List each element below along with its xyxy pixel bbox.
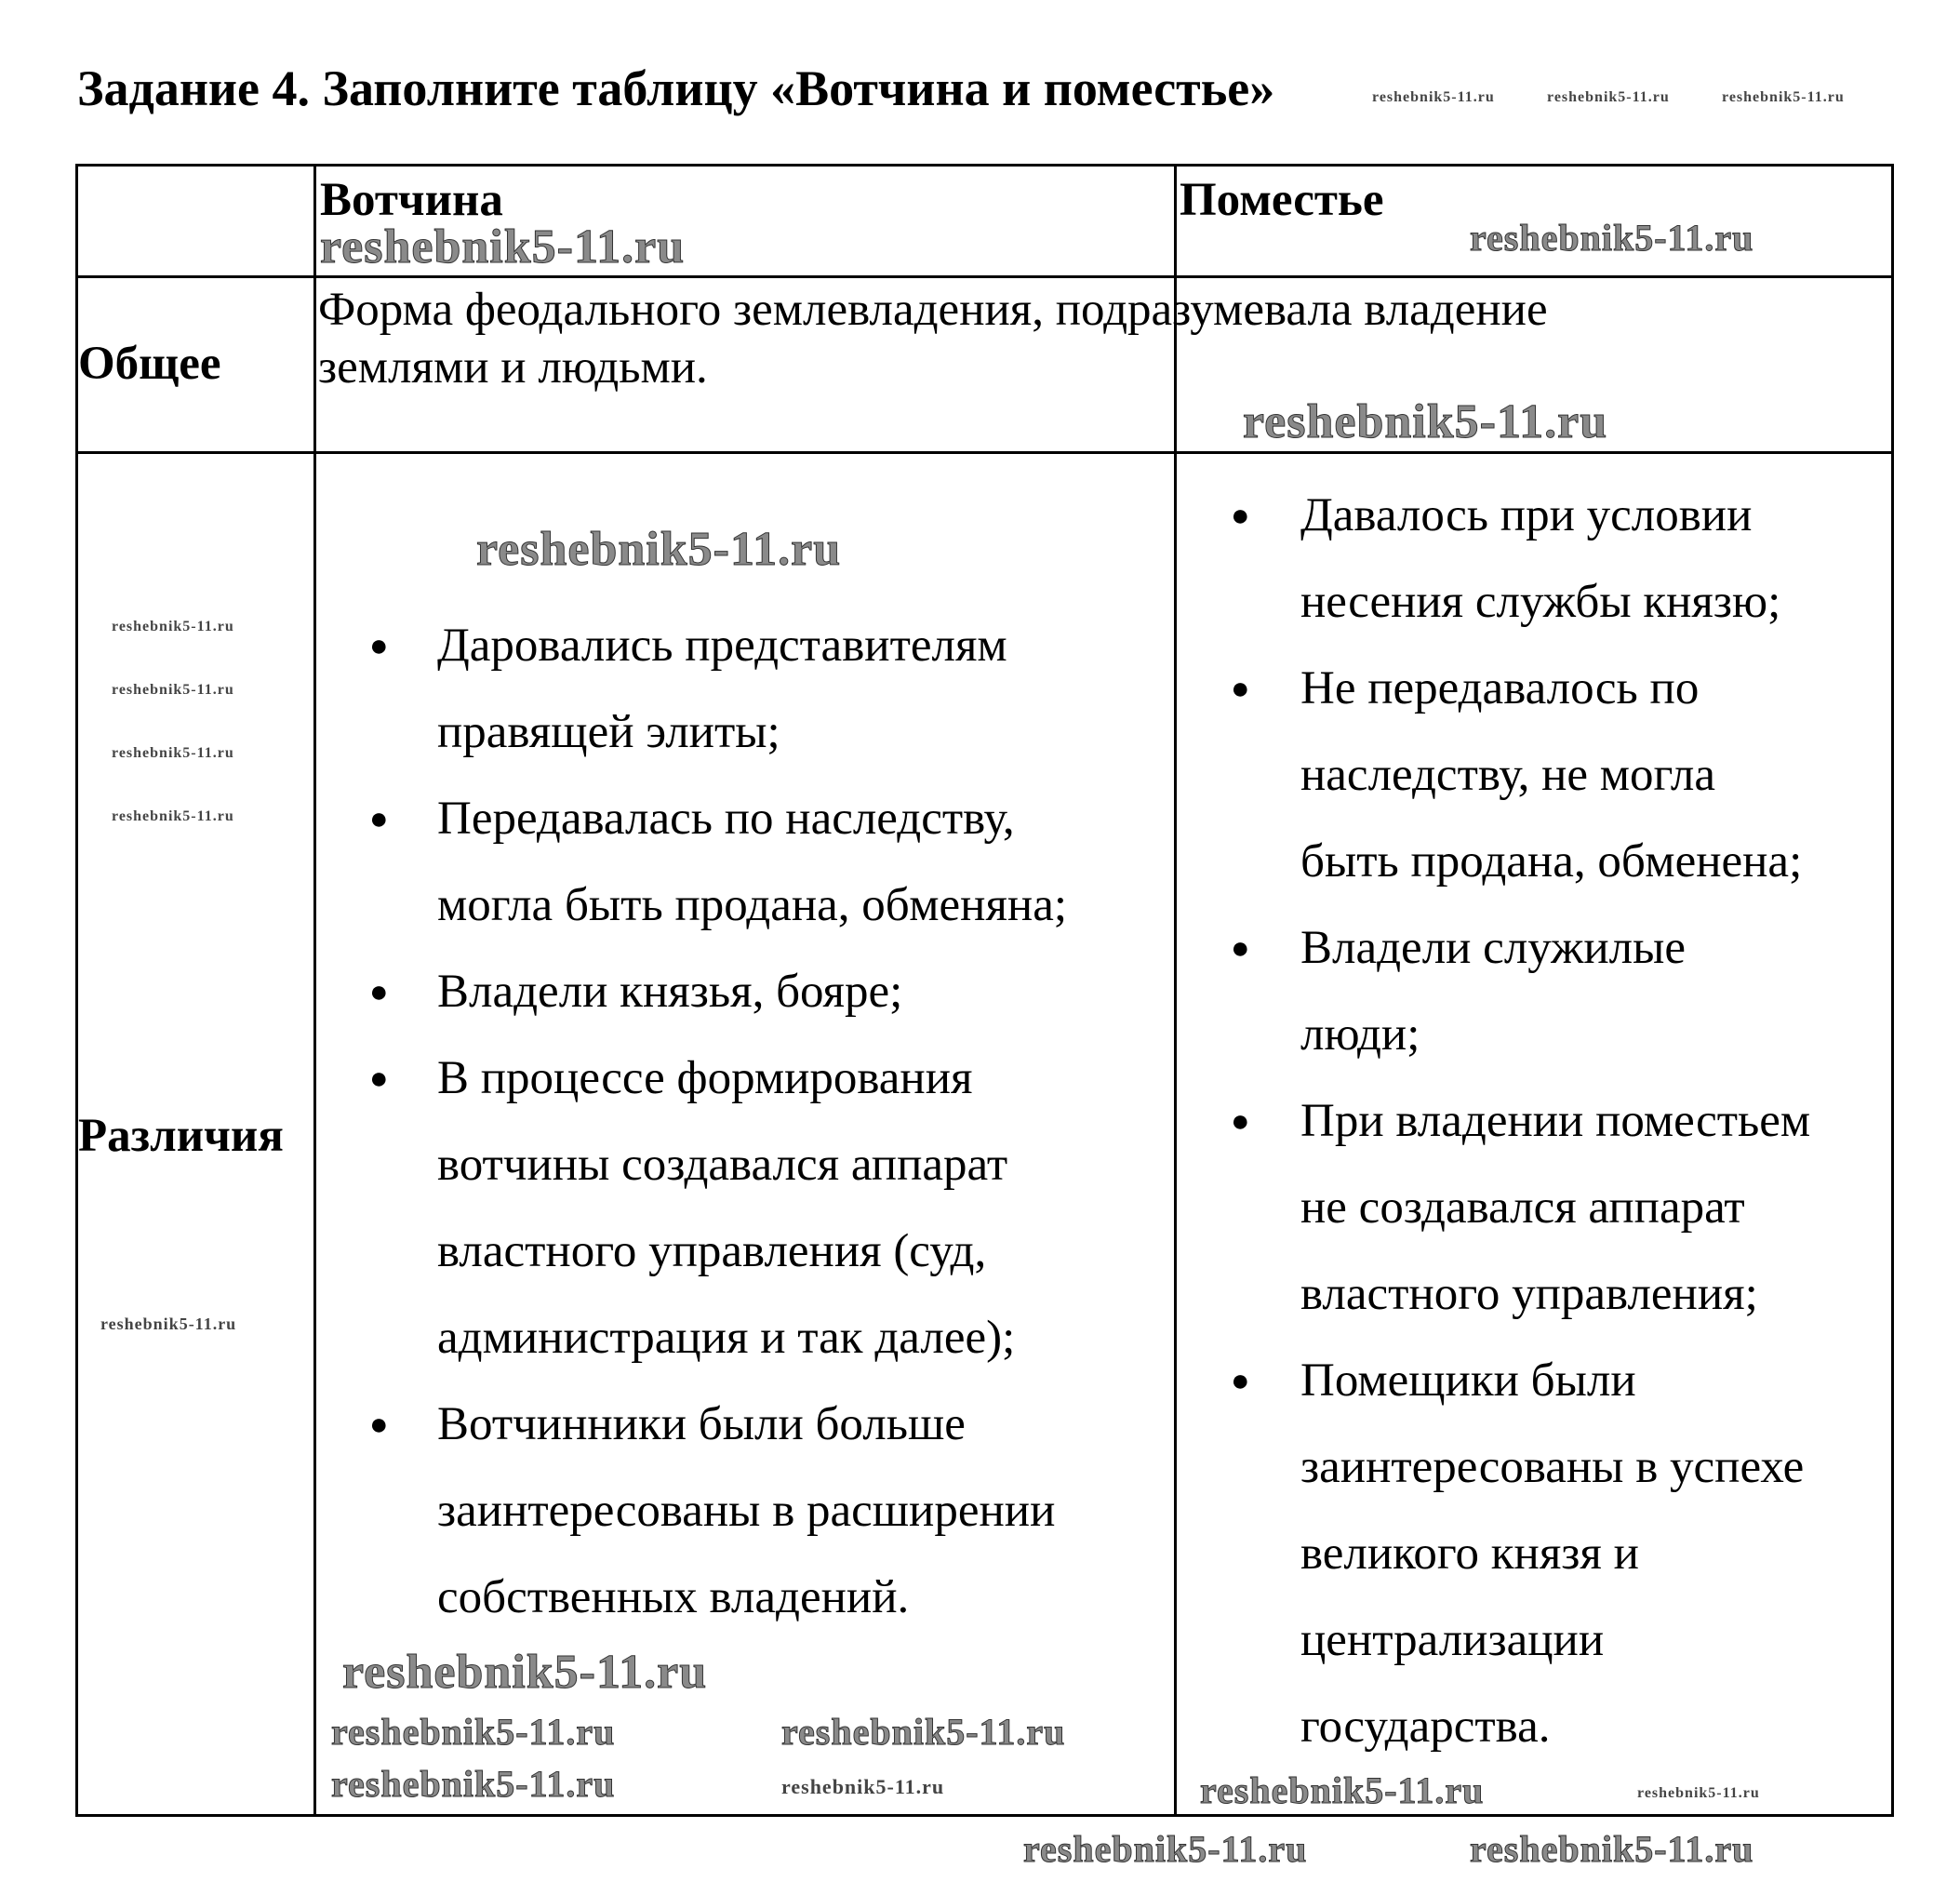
common-text: Форма феодального землевладения, подразумевала владение землями и людьми.	[318, 284, 1548, 394]
header-votchina: Вотчина	[320, 174, 503, 226]
watermark: reshebnik5-11.ru	[1372, 89, 1495, 105]
list-item-text: При владении поместьем не создавался аппарат властного управления;	[1300, 1095, 1811, 1320]
list-item-text: Владели князья, бояре;	[437, 966, 903, 1018]
page-title: Задание 4. Заполните таблицу «Вотчина и поместье»	[77, 60, 1275, 116]
list-item: ● Помещики были заинтересованы в успехе великого князя и централизации государства.	[1231, 1355, 1805, 1753]
watermark: reshebnik5-11.ru	[1470, 217, 1754, 259]
list-item-text: Помещики были заинтересованы в успехе великого князя и централизации государства.	[1300, 1355, 1805, 1753]
header-pomestie: Поместье	[1180, 174, 1384, 226]
list-item: ● Даровались представителям правящей элиты;	[369, 620, 1007, 758]
watermark: reshebnik5-11.ru	[331, 1711, 616, 1753]
list-item-text: Давалось при условии несения службы князю;	[1300, 489, 1781, 628]
watermark: reshebnik5-11.ru	[781, 1775, 945, 1798]
watermark: reshebnik5-11.ru	[1637, 1785, 1760, 1801]
list-item: ● В процессе формирования вотчины создавался аппарат властного управления (суд, администрация и так далее);	[369, 1052, 1016, 1364]
pomestie-differences-list	[1231, 473, 1896, 1770]
watermark: reshebnik5-11.ru	[1200, 1769, 1485, 1811]
watermark: reshebnik5-11.ru	[476, 523, 842, 576]
list-item-text: Даровались представителям правящей элиты;	[437, 620, 1007, 758]
watermark: reshebnik5-11.ru	[1547, 89, 1670, 105]
watermark: reshebnik5-11.ru	[112, 619, 234, 634]
list-item-text: Не передавалось по наследству, не могла быть продана, обменена;	[1300, 662, 1803, 887]
row-label-common: Общее	[78, 338, 221, 390]
list-item: ● Давалось при условии несения службы князю;	[1231, 489, 1781, 628]
list-item-text: Вотчинники были больше заинтересованы в расширении собственных владений.	[437, 1398, 1056, 1623]
watermark: reshebnik5-11.ru	[331, 1763, 616, 1805]
list-item: ● Вотчинники были больше заинтересованы в расширении собственных владений.	[369, 1398, 1056, 1623]
watermark: reshebnik5-11.ru	[781, 1711, 1066, 1753]
watermark: reshebnik5-11.ru	[112, 745, 234, 761]
row-divider	[75, 275, 1894, 278]
list-item: ● При владении поместьем не создавался аппарат властного управления;	[1231, 1095, 1811, 1320]
list-item: ● Не передавалось по наследству, не могла быть продана, обменена;	[1231, 662, 1803, 887]
list-item-text: Владели служилые люди;	[1300, 922, 1686, 1061]
watermark: reshebnik5-11.ru	[1722, 89, 1845, 105]
list-item-text: Передавалась по наследству, могла быть продана, обменяна;	[437, 793, 1067, 931]
watermark: reshebnik5-11.ru	[1023, 1828, 1308, 1870]
list-item: ● Владели служилые люди;	[1231, 922, 1686, 1061]
watermark: reshebnik5-11.ru	[112, 808, 234, 824]
votchina-differences-list	[369, 603, 1172, 1641]
watermark: reshebnik5-11.ru	[100, 1314, 237, 1333]
list-item-text: В процессе формирования вотчины создавался аппарат властного управления (суд, администрация и так далее);	[437, 1052, 1016, 1364]
watermark: reshebnik5-11.ru	[112, 682, 234, 698]
list-item: ● Передавалась по наследству, могла быть продана, обменяна;	[369, 793, 1067, 931]
column-divider	[1174, 453, 1177, 1817]
list-item: ● Владели князья, бояре;	[369, 966, 903, 1018]
row-label-differences: Различия	[78, 1110, 284, 1162]
column-divider	[313, 164, 316, 1817]
row-divider	[75, 451, 1894, 454]
watermark: reshebnik5-11.ru	[320, 220, 686, 274]
watermark: reshebnik5-11.ru	[1470, 1828, 1754, 1870]
watermark: reshebnik5-11.ru	[342, 1646, 708, 1699]
watermark: reshebnik5-11.ru	[1243, 395, 1608, 448]
